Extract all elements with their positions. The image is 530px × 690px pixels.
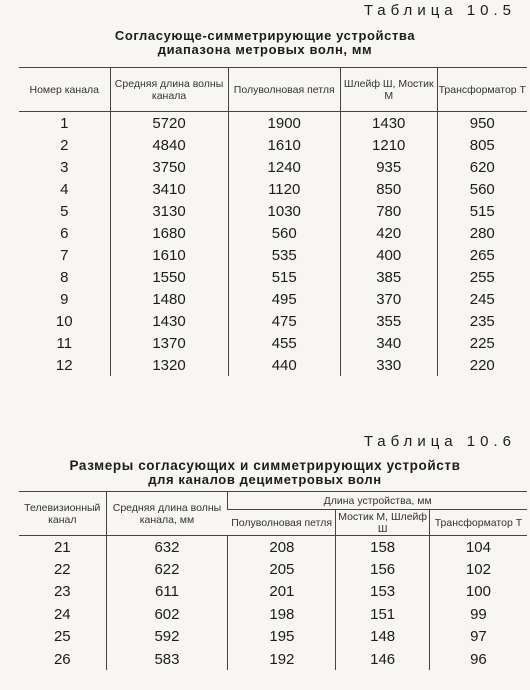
table-cell: 1550 bbox=[110, 266, 228, 288]
table-row bbox=[19, 112, 527, 135]
table-cell: 205 bbox=[228, 558, 336, 580]
table-cell: 220 bbox=[437, 354, 527, 376]
table-row bbox=[19, 178, 527, 200]
table-cell: 440 bbox=[228, 354, 340, 376]
table-cell: 1480 bbox=[110, 288, 228, 310]
header-stub-bridge: Шлейф Ш, Мостик М bbox=[340, 68, 437, 112]
table-cell: 104 bbox=[429, 536, 527, 559]
table-cell: 780 bbox=[340, 200, 437, 222]
table-cell: 560 bbox=[437, 178, 527, 200]
table-cell: 592 bbox=[106, 626, 228, 648]
table-cell: 22 bbox=[53, 561, 71, 579]
table-cell: 265 bbox=[437, 244, 527, 266]
header-half-wave-loop: Полуволновая петля bbox=[228, 68, 340, 112]
table-cell: 198 bbox=[228, 603, 336, 625]
table-cell: 235 bbox=[437, 310, 527, 332]
table-row bbox=[19, 648, 527, 670]
table-row bbox=[19, 156, 527, 178]
table-cell: 5720 bbox=[110, 112, 228, 135]
table-cell: 1240 bbox=[228, 156, 340, 178]
table-row bbox=[19, 558, 527, 580]
table-cell: 340 bbox=[340, 332, 437, 354]
table-cell: 455 bbox=[228, 332, 340, 354]
header-mean-wavelength: Средняя длина волны канала bbox=[110, 68, 228, 112]
table-cell: 475 bbox=[228, 310, 340, 332]
table-cell: 355 bbox=[340, 310, 437, 332]
table-row bbox=[19, 134, 527, 156]
table-cell: 1610 bbox=[110, 244, 228, 266]
table-cell: 2 bbox=[60, 136, 69, 154]
table-cell: 7 bbox=[60, 246, 69, 264]
table-row bbox=[19, 626, 527, 648]
table-10-6-title-line-1: Размеры согласующих и симметрирующих устройств bbox=[69, 458, 461, 473]
table-cell: 11 bbox=[56, 334, 73, 352]
table-10-5-title-line-1: Согласующе-симметрирующие устройства bbox=[114, 28, 416, 43]
table-row bbox=[19, 288, 527, 310]
table-cell: 3750 bbox=[110, 156, 228, 178]
table-cell: 330 bbox=[340, 354, 437, 376]
table-cell: 495 bbox=[228, 288, 340, 310]
table-cell: 1 bbox=[60, 114, 69, 132]
table-cell: 1210 bbox=[340, 134, 437, 156]
table-10-6-title-line-2: для каналов дециметровых волн bbox=[148, 472, 382, 487]
table-cell: 1030 bbox=[228, 200, 340, 222]
table-cell: 280 bbox=[437, 222, 527, 244]
table-row bbox=[19, 581, 527, 603]
table-cell: 935 bbox=[340, 156, 437, 178]
table-cell: 100 bbox=[429, 581, 527, 603]
table-cell: 153 bbox=[336, 581, 429, 603]
table-cell: 611 bbox=[106, 581, 228, 603]
table-cell: 201 bbox=[228, 581, 336, 603]
header-transformer: Трансформатор Т bbox=[429, 510, 527, 536]
table-cell: 148 bbox=[336, 626, 429, 648]
table-cell: 602 bbox=[106, 603, 228, 625]
table-cell: 5 bbox=[60, 202, 69, 220]
table-cell: 385 bbox=[340, 266, 437, 288]
table-cell: 805 bbox=[437, 134, 527, 156]
table-cell: 192 bbox=[228, 648, 336, 670]
table-cell: 99 bbox=[429, 603, 527, 625]
table-cell: 208 bbox=[228, 536, 336, 559]
table-cell: 10 bbox=[55, 312, 73, 330]
table-cell: 1370 bbox=[110, 332, 228, 354]
table-cell: 156 bbox=[336, 558, 429, 580]
table-cell: 1430 bbox=[110, 310, 228, 332]
table-cell: 23 bbox=[53, 583, 71, 601]
table-cell: 1120 bbox=[228, 178, 340, 200]
table-10-5-label: Таблица 10.5 bbox=[363, 2, 516, 19]
table-cell: 583 bbox=[106, 648, 228, 670]
table-row bbox=[19, 200, 527, 222]
header-half-wave-loop: Полуволновая петля bbox=[228, 510, 336, 536]
table-cell: 950 bbox=[437, 112, 527, 135]
table-cell: 3130 bbox=[110, 200, 228, 222]
table-cell: 255 bbox=[437, 266, 527, 288]
table-cell: 632 bbox=[106, 536, 228, 559]
table-row bbox=[19, 266, 527, 288]
table-cell: 25 bbox=[53, 628, 71, 646]
header-channel-number: Номер канала bbox=[19, 68, 110, 112]
table-cell: 96 bbox=[429, 648, 527, 670]
table-cell: 24 bbox=[53, 605, 71, 623]
table-cell: 4 bbox=[60, 180, 69, 198]
table-row bbox=[19, 244, 527, 266]
table-cell: 158 bbox=[336, 536, 429, 559]
header-bridge-stub: Мостик М, Шлейф Ш bbox=[336, 510, 429, 536]
table-cell: 102 bbox=[429, 558, 527, 580]
table-10-5 bbox=[19, 67, 527, 376]
table-cell: 1610 bbox=[228, 134, 340, 156]
table-cell: 6 bbox=[60, 224, 69, 242]
table-cell: 3 bbox=[60, 158, 69, 176]
table-cell: 400 bbox=[340, 244, 437, 266]
table-cell: 151 bbox=[336, 603, 429, 625]
table-cell: 3410 bbox=[110, 178, 228, 200]
table-cell: 515 bbox=[437, 200, 527, 222]
table-cell: 245 bbox=[437, 288, 527, 310]
table-row bbox=[19, 332, 527, 354]
table-cell: 26 bbox=[53, 650, 71, 668]
table-cell: 620 bbox=[437, 156, 527, 178]
table-cell: 12 bbox=[55, 356, 73, 374]
table-cell: 1680 bbox=[110, 222, 228, 244]
table-row bbox=[19, 222, 527, 244]
table-cell: 225 bbox=[437, 332, 527, 354]
table-10-6 bbox=[19, 491, 527, 670]
table-row bbox=[19, 354, 527, 376]
header-device-length: Длина устройства, мм bbox=[228, 492, 527, 510]
table-cell: 1320 bbox=[110, 354, 228, 376]
table-cell: 622 bbox=[106, 558, 228, 580]
table-row bbox=[19, 603, 527, 625]
table-cell: 420 bbox=[340, 222, 437, 244]
table-cell: 97 bbox=[429, 626, 527, 648]
table-row bbox=[19, 536, 527, 559]
header-tv-channel: Телевизионный канал bbox=[19, 492, 106, 536]
table-row bbox=[19, 310, 527, 332]
table-cell: 9 bbox=[60, 290, 69, 308]
table-cell: 4840 bbox=[110, 134, 228, 156]
table-cell: 146 bbox=[336, 648, 429, 670]
table-cell: 535 bbox=[228, 244, 340, 266]
table-cell: 850 bbox=[340, 178, 437, 200]
header-transformer: Трансформатор Т bbox=[437, 68, 527, 112]
table-cell: 195 bbox=[228, 626, 336, 648]
table-10-5-title-line-2: диапазона метровых волн, мм bbox=[157, 42, 373, 57]
table-cell: 1900 bbox=[228, 112, 340, 135]
table-cell: 8 bbox=[60, 268, 69, 286]
table-cell: 1430 bbox=[340, 112, 437, 135]
table-cell: 370 bbox=[340, 288, 437, 310]
table-10-6-label: Таблица 10.6 bbox=[363, 433, 516, 450]
table-cell: 515 bbox=[228, 266, 340, 288]
header-mean-wavelength-mm: Средняя длина волны канала, мм bbox=[106, 492, 228, 536]
table-cell: 21 bbox=[53, 538, 71, 556]
table-cell: 560 bbox=[228, 222, 340, 244]
